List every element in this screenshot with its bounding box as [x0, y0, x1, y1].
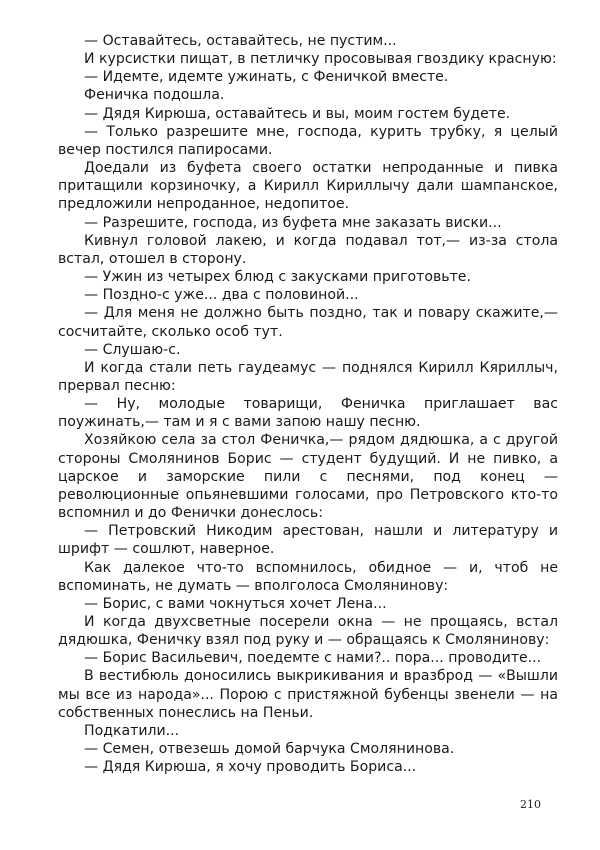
paragraph: Кивнул головой лакею, и когда подавал тот,— из-за стола встал, отошел в сторону.: [58, 232, 558, 267]
paragraph: — Только разрешите мне, господа, курить трубку, я целый вечер постился папиросами.: [58, 123, 558, 158]
paragraph: И курсистки пищат, в петличку просовывая гвоздику красную:: [84, 51, 557, 68]
paragraph: Хозяйкою села за стол Феничка,— рядом дядюшка, а с другой стороны Смолянинов Борис — студент будущий. И не пивко, а царское и заморские пили с песнями, под конец — революционные опьяневшими голосами, про Петровского кто-то вспомнил и до Фенички донеслось:: [58, 432, 558, 522]
page-body: [58, 32, 558, 776]
paragraph: — Оставайтесь, оставайтесь, не пустим...: [84, 33, 397, 49]
paragraph: — Поздно-с уже... два с половиной...: [84, 287, 359, 304]
paragraph: Феничка подошла.: [84, 87, 225, 104]
paragraph: — Идемте, идемте ужинать, с Феничкой вместе.: [84, 69, 449, 86]
paragraph: Как далекое что-то вспомнилось, обидное — и, чтоб не вспоминать, не думать — вполголоса Смолянинову:: [58, 559, 558, 594]
paragraph: Доедали из буфета своего остатки непроданные и пивка притащили корзиночку, а Кирилл Кириллычу дали шампанское, предложили непроданное, недопитое.: [58, 160, 558, 213]
paragraph: — Борис, с вами чокнуться хочет Лена...: [84, 595, 387, 612]
paragraph: — Борис Васильевич, поедемте с нами?.. пора... проводите...: [84, 650, 542, 667]
paragraph: — Дядя Кирюша, я хочу проводить Бориса...: [84, 759, 417, 776]
paragraph: И когда двухсветные посерели окна — не прощаясь, встал дядюшка, Феничку взял под руку и — обращаясь к Смолянинову:: [58, 614, 558, 649]
paragraph: — Ужин из четырех блюд с закусками приготовьте.: [84, 269, 471, 286]
paragraph: — Разрешите, господа, из буфета мне заказать виски...: [84, 214, 502, 231]
paragraph: — Слушаю-с.: [84, 341, 181, 358]
paragraph: — Петровский Никодим арестован, нашли и литературу и шрифт — сошлют, наверное.: [58, 523, 558, 558]
paragraph: — Дядя Кирюша, оставайтесь и вы, моим гостем будете.: [84, 105, 511, 122]
paragraph: И когда стали петь гаудеамус — поднялся Кирилл Кяриллыч, прервал песню:: [58, 359, 558, 394]
paragraph: В вестибюль доносились выкрикивания и вразброд — «Вышли мы все из народа»... Порою с пристяжной бубенцы звенели — на собственных понеслись на Пеньи.: [58, 668, 558, 721]
paragraph: — Семен, отвезешь домой барчука Смолянинова.: [84, 741, 455, 758]
page-number: 210: [520, 798, 541, 811]
paragraph: — Для меня не должно быть поздно, так и повару скажите,— сосчитайте, сколько особ тут.: [58, 305, 558, 340]
paragraph: Подкатили...: [84, 722, 180, 739]
paragraph: — Ну, молодые товарищи, Феничка приглашает вас поужинать,— там и я с вами запою нашу песню.: [58, 396, 558, 431]
